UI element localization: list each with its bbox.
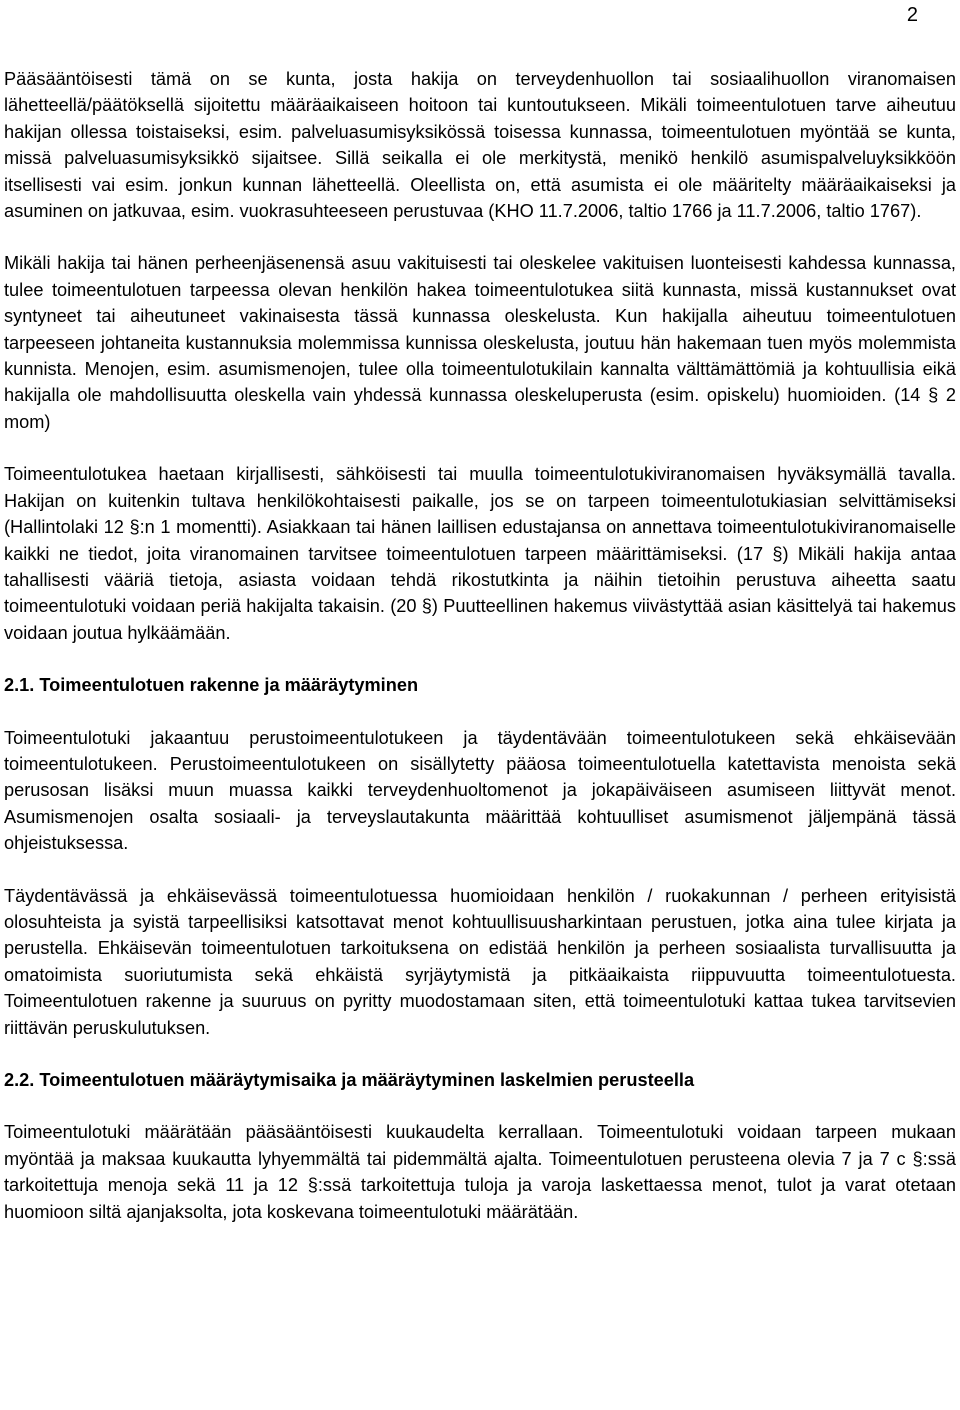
paragraph-municipality-referral: Pääsääntöisesti tämä on se kunta, josta hakija on terveydenhuollon tai sosiaalihuollon viranomaisen lähetteellä/päätöksellä sijoitettu määräaikaiseen hoitoon tai kuntoutukseen. Mikäli toimeentulotuen tarve aiheutuu hakijan ollessa toistaiseksi, esim. palveluasumisyksikössä toisessa kunnassa, toimeentulotuen myöntää se kunta, missä palveluasumisyksikkö sijaitsee. Sillä seikalla ei ole merkitystä, menikö henkilö asumispalveluyksikköön itsellisesti vai esim. jonkun kunnan lähetteellä. Oleellista on, että asumista ei ole määritelty määräaikaiseksi ja asuminen on jatkuvaa, esim. vuokrasuhteeseen perustuvaa (KHO 11.7.2006, taltio 1766 ja 11.7.2006, taltio 1767). xyxy=(4,69,956,222)
paragraph-determination-period: Toimeentulotuki määrätään pääsääntöisesti kuukaudelta kerrallaan. Toimeentulotuki voidaan tarpeen mukaan myöntää ja maksaa kuukautta lyhyemmältä tai pidemmältä ajalta. Toimeentulotuen perusteena olevia 7 ja 7 c §:ssä tarkoitettuja menoja sekä 11 ja 12 §:ssä tarkoitettuja tuloja ja varoja laskettaessa menot, tulot ja varat otetaan huomioon siltä ajanjaksolta, jota koskevana toimeentulotuki määrätään. xyxy=(4,1122,956,1222)
paragraph-structure: Toimeentulotuki jakaantuu perustoimeentulotukeen ja täydentävään toimeentulotukeen sekä ehkäisevään toimeentulotukeen. Perustoimeentulotukeen on sisällytetty pääosa toimeentulotuella katettavista menoista sekä perusosan lisäksi muun muassa kaikki terveydenhuoltomenot ja jokapäiväiseen asumiseen liittyvät menot. Asumismenojen osalta sosiaali- ja terveyslautakunta määrittää kohtuulliset asumismenot jäljempänä tässä ohjeistuksessa. xyxy=(4,727,956,854)
paragraph-supplementary-preventive: Täydentävässä ja ehkäisevässä toimeentulotuessa huomioidaan henkilön / ruokakunnan / perheen erityisistä olosuhteista ja syistä tarpeellisiksi katsottavat menot kohtuullisuusharkintaan perustuen, jotka aina tulee kirjata ja perustella. Ehkäisevän toimeentulotuen tarkoituksena on edistää henkilön ja perheen sosiaalista turvallisuutta ja omatoimista suoriutumista sekä ehkäistä syrjäytymistä ja pitkäaikaista riippuvuutta toimeentulotuesta. Toimeentulotuen rakenne ja suuruus on pyritty muodostamaan siten, että toimeentulotuki kattaa tukea tarvitsevien riittävän peruskulutuksen. xyxy=(4,885,956,1038)
section-heading-2-2: 2.2. Toimeentulotuen määräytymisaika ja määräytyminen laskelmien perusteella xyxy=(4,1070,695,1090)
section-heading-2-1: 2.1. Toimeentulotuen rakenne ja määräytyminen xyxy=(4,675,419,696)
paragraph-application-method: Toimeentulotukea haetaan kirjallisesti, sähköisesti tai muulla toimeentulotukiviranomaisen hyväksymällä tavalla. Hakijan on kuitenkin tultava henkilökohtaisesti paikalle, jos se on tarpeen toimeentulotukiasian selvittämiseksi (Hallintolaki 12 §:n 1 momentti). Asiakkaan tai hänen laillisen edustajansa on annettava toimeentulotukiviranomaiselle kaikki ne tiedot, joita viranomainen tarvitsee toimeentulotuen tarpeen määrittämiseksi. (17 §) Mikäli hakija antaa tahallisesti vääriä tietoja, asiasta voidaan tehdä rikostutkinta ja näihin tietoihin perustuva aiheetta saatu toimeentulotuki voidaan periä hakijalta takaisin. (20 §) Puutteellinen hakemus viivästyttää asian käsittelyä tai hakemus voidaan joutua hylkäämään. xyxy=(4,464,956,643)
document-body xyxy=(4,66,956,1251)
paragraph-two-municipalities: Mikäli hakija tai hänen perheenjäsenensä asuu vakituisesti tai oleskelee vakituisen luonteisesti kahdessa kunnassa, tulee toimeentulotuen tarpeessa olevan henkilön hakea toimeentulotukea siitä kunnasta, missä kustannukset ovat syntyneet tai aiheutuneet vakinaisesta tässä kunnassa oleskelusta. Kun hakijalla aiheutuu toimeentulotuen tarpeeseen johtaneita kustannuksia molemmissa kunnissa oleskelusta, joutuu hän hakemaan tuen myös molemmista kunnista. Menojen, esim. asumismenojen, tulee olla toimeentulotukilain kannalta välttämättömiä ja kohtuullisia eikä hakijalla ole mahdollisuutta oleskella vain yhdessä kunnassa oleskeluperusta (esim. opiskelu) huomioiden. (14 § 2 mom) xyxy=(4,253,956,432)
page-number: 2 xyxy=(906,4,918,26)
